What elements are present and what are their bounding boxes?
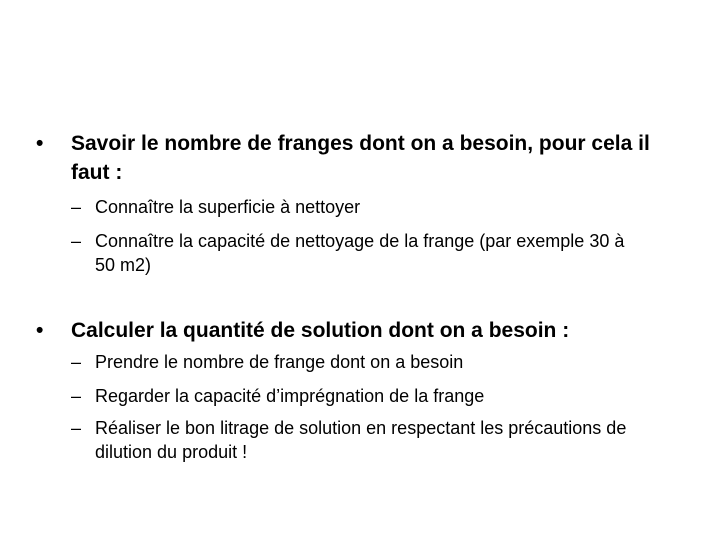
- bullet-2-subitem-2-marker: –: [71, 386, 82, 406]
- bullet-1-text: Savoir le nombre de franges dont on a besoin, pour cela il faut :: [71, 132, 650, 184]
- bullet-1: [36, 129, 666, 187]
- bullet-2-subitem-1-marker: –: [71, 352, 82, 372]
- bullet-1-subitem-1-marker: –: [71, 197, 82, 217]
- bullet-2-subitem-3-text: Réaliser le bon litrage de solution en respectant les précautions de dilution du produit !: [95, 418, 627, 462]
- bullet-2-text: Calculer la quantité de solution dont on a besoin :: [71, 319, 570, 342]
- bullet-2-subitem-3: [71, 416, 631, 464]
- bullet-2-subitem-3-marker: –: [71, 418, 82, 438]
- bullet-2-subitem-2: [71, 384, 631, 408]
- bullet-2-marker: •: [36, 319, 44, 342]
- bullet-1-subitem-1: [71, 195, 631, 219]
- bullet-2: [36, 316, 666, 345]
- bullet-1-subitem-2-marker: –: [71, 231, 82, 251]
- bullet-1-subitem-2-text: Connaître la capacité de nettoyage de la frange (par exemple 30 à 50 m2): [95, 231, 625, 275]
- bullet-1-subitem-1-text: Connaître la superficie à nettoyer: [95, 197, 361, 217]
- bullet-2-subitem-2-text: Regarder la capacité d’imprégnation de la frange: [95, 386, 485, 406]
- bullet-2-subitem-1: [71, 350, 631, 374]
- bullet-1-marker: •: [36, 132, 44, 155]
- bullet-2-subitem-1-text: Prendre le nombre de frange dont on a besoin: [95, 352, 464, 372]
- bullet-1-subitem-2: [71, 229, 631, 277]
